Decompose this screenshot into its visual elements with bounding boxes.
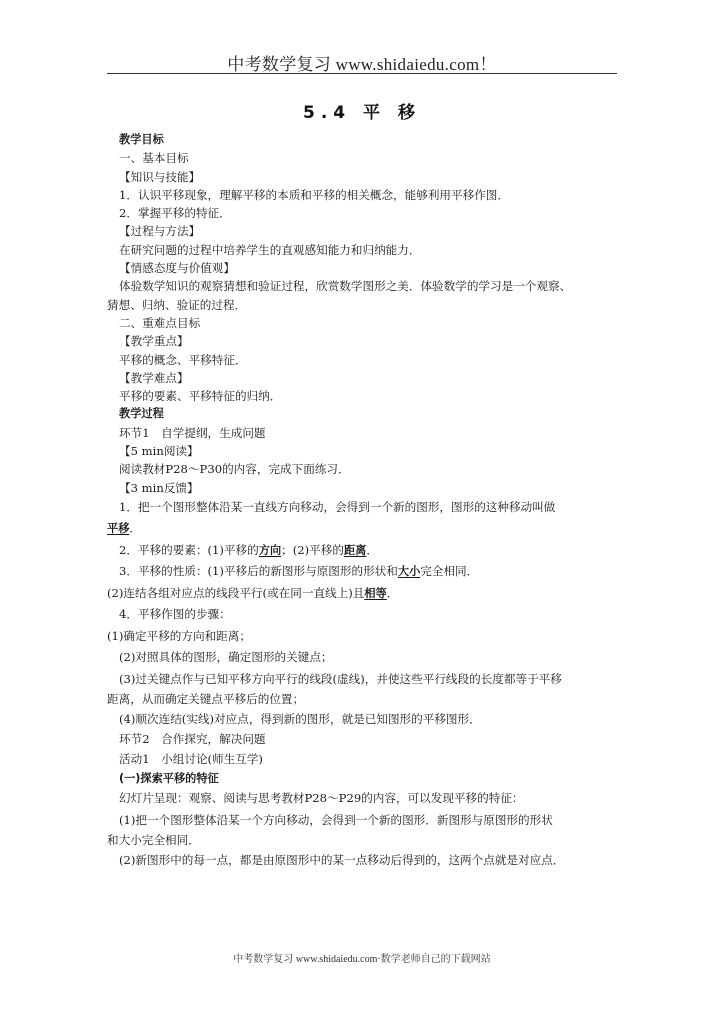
step-1-heading: 环节1 自学提纲，生成问题 xyxy=(119,425,266,440)
question-1-line-2: 平移． xyxy=(107,521,141,536)
key-points-text: 平移的概念、平移特征． xyxy=(119,352,247,367)
key-difficult-goals-heading: 二、重难点目标 xyxy=(119,315,201,330)
question-3: 3．平移的性质：(1)平移后的新图形与原图形的形状和大小完全相同． xyxy=(119,564,479,579)
basic-goals-heading: 一、基本目标 xyxy=(119,151,189,166)
q4-step-1: (1)确定平移的方向和距离； xyxy=(107,628,251,643)
emotion-values-text-1: 体验数学知识的观察猜想和验证过程，欣赏数学图形之美．体验数学的学习是一个观察、 xyxy=(119,279,572,294)
question-2: 2．平移的要素：(1)平移的方向；(2)平移的距离． xyxy=(119,542,378,557)
feature-2: (2)新图形中的每一点，都是由原图形中的某一点移动后得到的，这两个点就是对应点． xyxy=(119,852,565,867)
header-divider xyxy=(107,73,617,74)
q4-step-2: (2)对照具体的图形，确定图形的关键点； xyxy=(119,650,333,665)
q4-step-3-line-1: (3)过关键点作与已知平移方向平行的线段(虚线)，并使这些平行线段的长度都等于平移 xyxy=(119,671,562,686)
q4-step-3-line-2: 距离，从而确定关键点平移后的位置； xyxy=(107,692,305,707)
answer-blank: 相等 xyxy=(364,586,387,600)
q4-step-4: (4)顺次连结(实线)对应点，得到新的图形，就是已知图形的平移图形． xyxy=(119,711,481,726)
difficult-points-text: 平移的要素、平移特征的归纳． xyxy=(119,389,282,404)
feedback-3min-label: 【3 min反馈】 xyxy=(119,480,199,495)
page-footer: 中考数学复习 www.shidaiedu.com·数学老师自己的下载网站 xyxy=(233,954,491,965)
difficult-points-label: 【教学难点】 xyxy=(119,370,189,385)
feature-1-line-1: (1)把一个图形整体沿某一个方向移动，会得到一个新的图形．新图形与原图形的形状 xyxy=(119,812,553,827)
page-header: 中考数学复习 www.shidaiedu.com！ xyxy=(227,55,497,74)
question-1-line-1: 1．把一个图形整体沿某一直线方向移动，会得到一个新的图形，图形的这种移动叫做 xyxy=(119,499,556,514)
key-points-label: 【教学重点】 xyxy=(119,334,189,349)
question-3b: (2)连结各组对应点的线段平行(或在同一直线上)且相等． xyxy=(107,585,399,600)
slide-text: 幻灯片呈现：观察、阅读与思考教材P28～P29的内容，可以发现平移的特征： xyxy=(119,791,524,806)
process-method-text: 在研究问题的过程中培养学生的直观感知能力和归纳能力． xyxy=(119,242,421,257)
explore-heading: (一)探索平移的特征 xyxy=(119,772,219,786)
emotion-values-label: 【情感态度与价值观】 xyxy=(119,261,235,276)
document-body xyxy=(107,131,623,871)
answer-blank: 大小 xyxy=(397,565,421,579)
emotion-values-text-2: 猜想、归纳、验证的过程． xyxy=(107,297,247,312)
feature-1-line-2: 和大小完全相同． xyxy=(107,833,200,848)
process-heading: 教学过程 xyxy=(119,407,164,421)
knowledge-skills-label: 【知识与技能】 xyxy=(119,169,201,184)
answer-blank: 平移 xyxy=(107,522,130,536)
answer-blank: 距离 xyxy=(343,543,367,557)
ks-item-2: 2．掌握平移的特征． xyxy=(119,206,231,221)
step-2-heading: 环节2 合作探究，解决问题 xyxy=(119,732,266,747)
process-method-label: 【过程与方法】 xyxy=(119,224,201,239)
ks-item-1: 1．认识平移现象，理解平移的本质和平移的相关概念，能够利用平移作图． xyxy=(119,187,509,202)
goals-heading: 教学目标 xyxy=(119,133,164,146)
page-title: 5.4 平 移 xyxy=(303,103,421,123)
reading-5min-label: 【5 min阅读】 xyxy=(119,444,199,459)
answer-blank: 方向 xyxy=(258,543,282,557)
question-4: 4．平移作图的步骤： xyxy=(119,607,231,622)
activity-1-heading: 活动1 小组讨论(师生互学) xyxy=(119,751,263,766)
reading-text: 阅读教材P28～P30的内容，完成下面练习． xyxy=(119,462,350,477)
